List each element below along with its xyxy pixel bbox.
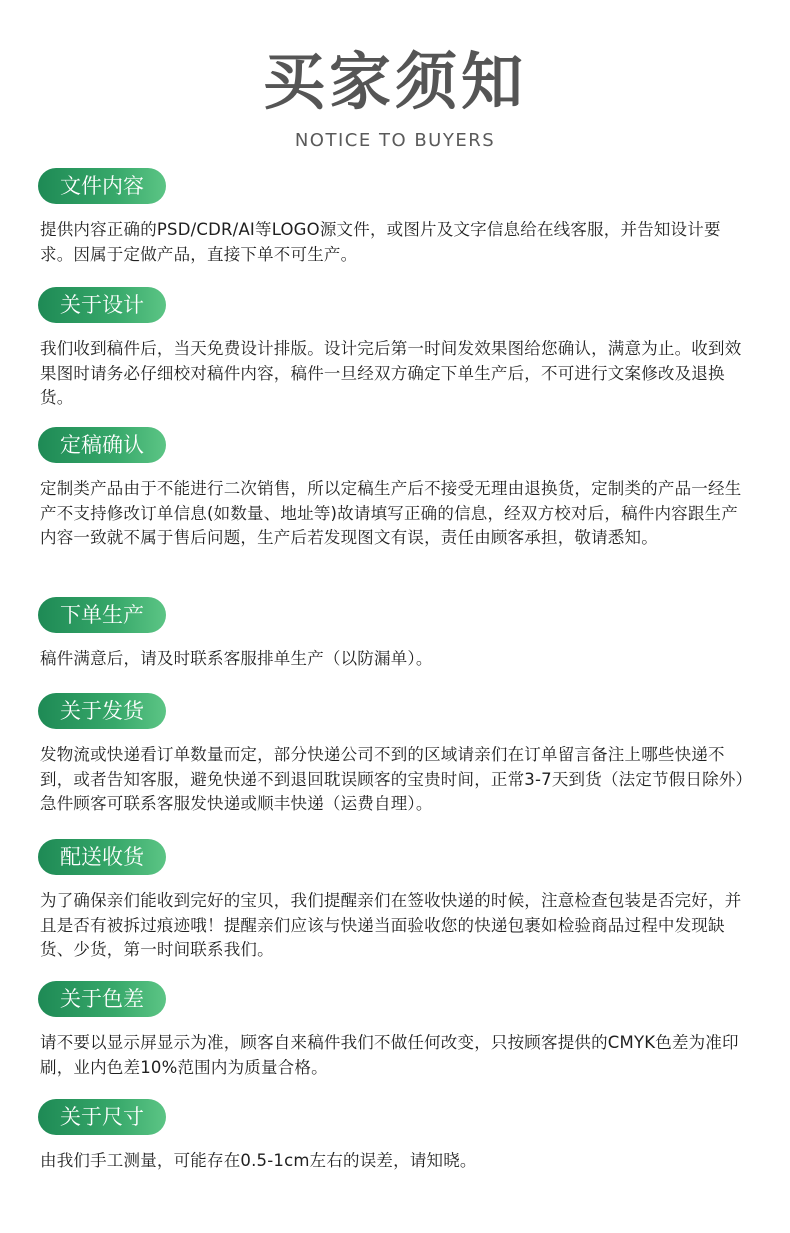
section-heading-badge: 关于色差 — [38, 981, 166, 1017]
section-text: 定制类产品由于不能进行二次销售，所以定稿生产后不接受无理由退换货，定制类的产品一经生产不支持修改订单信息(如数量、地址等)故请填写正确的信息，经双方校对后，稿件内容跟生产内容一致就不属于售后问题，生产后若发现图文有误，责任由顾客承担，敬请悉知。 — [40, 479, 742, 547]
section-text: 稿件满意后，请及时联系客服排单生产（以防漏单）。 — [40, 649, 433, 668]
section-heading-badge: 关于设计 — [38, 287, 166, 323]
section-file-content — [40, 168, 750, 267]
section-size — [40, 1099, 750, 1174]
section-text: 发物流或快递看订单数量而定，部分快递公司不到的区域请亲们在订单留言备注上哪些快递不到，或者告知客服，避免快递不到退回耽误顾客的宝贵时间，正常3-7天到货（法定节假日除外）急件顾客可联系客服发快递或顺丰快递（运费自理）。 — [40, 745, 744, 813]
section-heading-badge: 关于尺寸 — [38, 1099, 166, 1135]
section-shipping — [40, 693, 750, 817]
section-order-production — [40, 597, 750, 672]
section-final-confirmation — [40, 427, 750, 551]
section-design — [40, 287, 750, 411]
section-heading-badge: 下单生产 — [38, 597, 166, 633]
section-heading-badge: 关于发货 — [38, 693, 166, 729]
section-text: 由我们手工测量，可能存在0.5-1cm左右的误差，请知晓。 — [40, 1151, 477, 1170]
section-text: 为了确保亲们能收到完好的宝贝，我们提醒亲们在签收快递的时候，注意检查包装是否完好，并且是否有被拆过痕迹哦！提醒亲们应该与快递当面验收您的快递包裹如检验商品过程中发现缺货、少货，第一时间联系我们。 — [40, 891, 742, 959]
section-text: 我们收到稿件后，当天免费设计排版。设计完后第一时间发效果图给您确认，满意为止。收到效果图时请务必仔细校对稿件内容，稿件一旦经双方确定下单生产后，不可进行文案修改及退换货。 — [40, 339, 742, 407]
section-heading-badge: 定稿确认 — [38, 427, 166, 463]
page-title: 买家须知 — [262, 45, 527, 118]
section-color-difference — [40, 981, 750, 1080]
section-delivery-receipt — [40, 839, 750, 963]
page-subtitle: NOTICE TO BUYERS — [294, 130, 496, 151]
section-heading-badge: 文件内容 — [38, 168, 166, 204]
section-heading-badge: 配送收货 — [38, 839, 166, 875]
section-text: 提供内容正确的PSD/CDR/AI等LOGO源文件，或图片及文字信息给在线客服，并告知设计要求。因属于定做产品，直接下单不可生产。 — [40, 220, 721, 264]
section-text: 请不要以显示屏显示为准，顾客自来稿件我们不做任何改变，只按顾客提供的CMYK色差为准印刷，业内色差10%范围内为质量合格。 — [40, 1033, 739, 1077]
page-header — [0, 40, 790, 152]
